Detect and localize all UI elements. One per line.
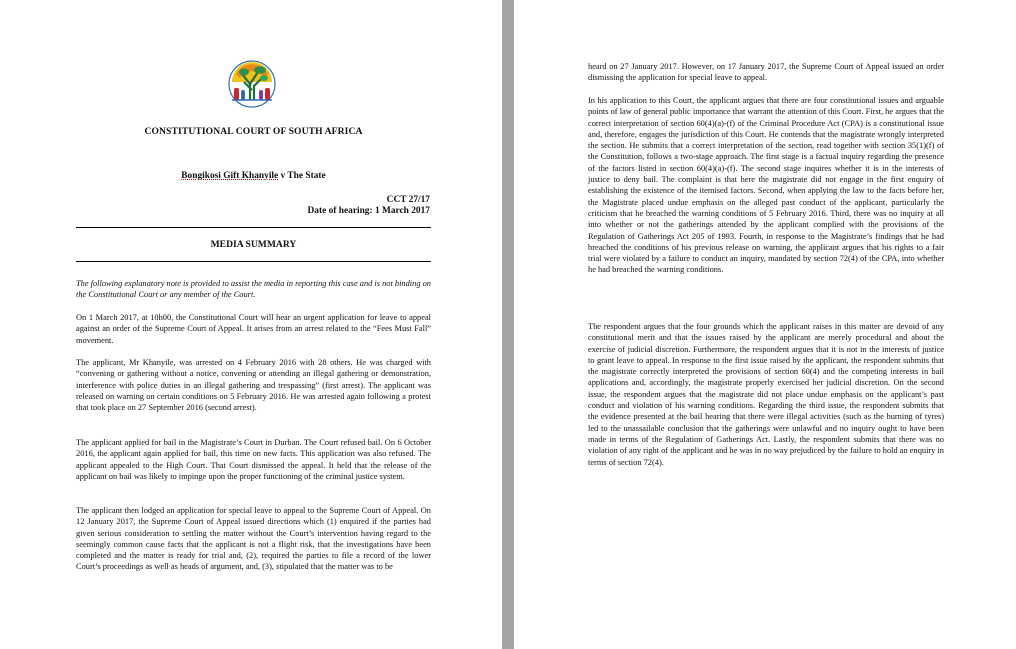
explanatory-note: The following explanatory note is provided to assist the media in reporting this case and is not binding on the Constitutional Court or any member of the Court. — [76, 279, 431, 300]
case-respondent: v The State — [278, 171, 326, 181]
case-name — [76, 171, 431, 181]
document-page-right — [514, 0, 1016, 649]
case-number: CCT 27/17 — [386, 195, 430, 205]
paragraph: On 1 March 2017, at 10h00, the Constitutional Court will hear an urgent application for leave to appeal against an order of the Supreme Court of Appeal. It arises from an arrest related to the “Fees Must Fall” movement. — [76, 313, 431, 345]
case-applicant: Bongikosi Gift Khanyile — [181, 171, 279, 181]
hearing-date: Date of hearing: 1 March 2017 — [307, 206, 430, 216]
document-page-left — [0, 0, 502, 649]
divider — [76, 261, 431, 262]
paragraph: The applicant applied for bail in the Magistrate’s Court in Durban. The Court refused bail. On 6 October 2016, the applicant again applied for bail, this time on new facts. This application was also refused. The applicant appealed to the High Court. That Court dismissed the appeal. It held that the release of the applicant on bail was likely to impinge upon the proper functioning of the criminal justice system. — [76, 438, 431, 481]
paragraph: In his application to this Court, the applicant argues that there are four constitutional issues and arguable points of law of general public importance that warrant the attention of this Court. First, he argues that the correct interpretation of section 60(4)(a)-(f) of the Criminal Procedure Act (CPA) is a constitutional issue and, therefore, engages the jurisdiction of this Court. He contends that the magistrate wrongly interpreted the section. He submits that a correct interpretation of the section, read together with section 35(1)(f) of the Constitution, follows a two-stage approach. The first stage is a factual inquiry regarding the presence of the factors listed in section 60(4)(a)-(f). The second stage inquires whether it is in the interests of justice to deny bail. The complaint is that here the magistrate did not engage in the first enquiry of establishing the existence of the itemised factors. Second, when applying the law to the facts before her, the Magistrate placed undue emphasis on the alleged past conduct of the applicant, particularly the criticism that he breached the warning conditions of 5 February 2016. Third, there was no inquiry at all into whether or not the gatherings attended by the applicant complied with the provisions of the Regulation of Gatherings Act 205 of 1993. Fourth, in response to the Magistrate’s findings that he had breached the conditions of his previous release on warning, the applicant argues that his rights to a fair trial were violated by a failure to conduct an inquiry, mandated by section 72(4) of the CPA, into whether he had breached the warning conditions. — [588, 96, 944, 275]
paragraph: The respondent argues that the four grounds which the applicant raises in this matter are devoid of any constitutional merit and that the issues raised by the applicant are merely procedural and about the exercise of judicial discretion. Furthermore, the respondent argues that it is not in the interests of justice to grant leave to appeal. In response to the first issue raised by the applicant, the respondent submits that the magistrate correctly interpreted the provisions of section 60(4) and the competing interests in bail applications and, accordingly, the magistrate properly exercised her judicial discretion. On the second issue, the respondent argues that the magistrate did not place undue emphasis on the applicant’s past conduct and violation of his warning conditions. Regarding the third issue, the respondent submits that the evidence presented at the bail hearing that there were illegal activities (such as the burning of tyres) led to the unassailable conclusion that the gatherings were unlawful and no inquiry ought to have been made in terms of the Regulation of Gatherings Act. Lastly, the respondent submits that there was no violation of any right of the applicant and he was in no way prejudiced by the failure to hold an enquiry in terms of section 72(4). — [588, 322, 944, 467]
court-logo — [228, 60, 276, 108]
summary-heading: MEDIA SUMMARY — [210, 239, 297, 250]
paragraph: The applicant then lodged an application for special leave to appeal to the Supreme Court of Appeal. On 12 January 2017, the Supreme Court of Appeal issued directions which (1) enquired if the parties had given serious consideration to settling the matter without the Court’s intervention having regard to the seemingly common cause facts that the applicant is not a flight risk, that the investigations have been completed and the matter is ready for trial and, (2), required the parties to file a record of the lower Court’s proceedings as well as heads of argument, and, (3), stipulated that the matter was to be — [76, 506, 431, 572]
page-gap — [502, 0, 514, 649]
divider — [76, 227, 431, 228]
paragraph: heard on 27 January 2017. However, on 17 January 2017, the Supreme Court of Appeal issued an order dismissing the application for special leave to appeal. — [588, 62, 944, 83]
court-title: CONSTITUTIONAL COURT OF SOUTH AFRICA — [144, 126, 363, 137]
paragraph: The applicant, Mr Khanyile, was arrested on 4 February 2016 with 28 others. He was charged with “convening or gathering without a notice, convening or attending an illegal gathering or demonstration, interference with police duties in an illegal gathering and trespassing” (first arrest). The applicant was released on warning on certain conditions on 5 February 2016. He was arrested again following a protest that took place on 27 September 2016 (second arrest). — [76, 358, 431, 413]
